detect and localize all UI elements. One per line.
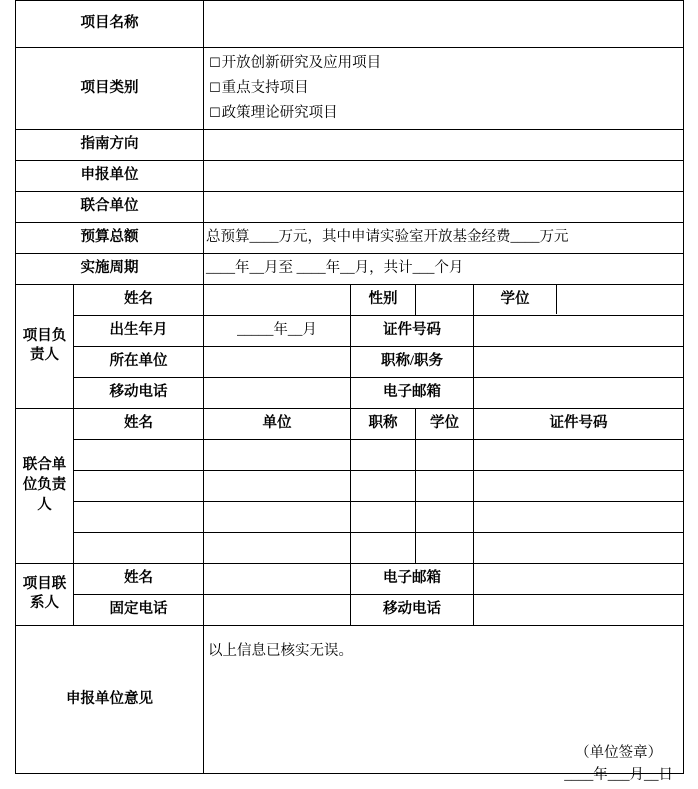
field-period[interactable]: ____年__月至 ____年__月，共计___个月	[204, 253, 684, 284]
row-leader-mobile	[16, 377, 684, 408]
field-applicant-unit[interactable]	[204, 160, 684, 191]
cell-joint-title[interactable]	[351, 439, 416, 470]
field-applicant-opinion[interactable]	[204, 625, 684, 784]
opinion-inner	[208, 642, 679, 789]
row-leader-birth	[16, 315, 684, 346]
table-row	[16, 532, 684, 563]
field-contact-email[interactable]	[474, 563, 684, 594]
row-contact-tel	[16, 594, 684, 625]
label-contact-mobile: 移动电话	[351, 594, 474, 625]
field-leader-mobile[interactable]	[204, 377, 351, 408]
header-joint-id-number: 证件号码	[474, 408, 684, 439]
field-contact-name[interactable]	[204, 563, 351, 594]
label-leader-degree: 学位	[474, 285, 557, 314]
table-row	[16, 470, 684, 501]
label-contact-email: 电子邮箱	[351, 563, 474, 594]
checkbox-icon[interactable]: ☐	[209, 80, 221, 96]
signature-date[interactable]: ____年___月__日	[564, 767, 674, 784]
cell-joint-unit[interactable]	[204, 501, 351, 532]
label-section-contact: 项目联系人	[16, 563, 74, 625]
category-option-3-label: 政策理论研究项目	[221, 104, 338, 121]
category-option-3[interactable]	[209, 101, 679, 126]
table-row	[16, 501, 684, 532]
label-section-applicant-opinion: 申报单位意见	[16, 625, 204, 773]
cell-joint-id-number[interactable]	[474, 439, 684, 470]
row-project-category	[16, 48, 684, 130]
cell-joint-title[interactable]	[351, 470, 416, 501]
field-leader-gender[interactable]	[416, 284, 474, 315]
project-application-form	[15, 0, 684, 784]
cell-joint-title[interactable]	[351, 501, 416, 532]
field-leader-id-number[interactable]	[474, 315, 684, 346]
label-contact-name: 姓名	[74, 563, 204, 594]
category-option-1[interactable]	[209, 51, 679, 76]
field-leader-email[interactable]	[474, 377, 684, 408]
header-joint-degree: 学位	[416, 408, 474, 439]
category-option-2[interactable]	[209, 76, 679, 101]
label-contact-tel: 固定电话	[74, 594, 204, 625]
row-leader-unit	[16, 346, 684, 377]
label-leader-id-number: 证件号码	[351, 315, 474, 346]
cell-joint-degree[interactable]	[416, 439, 474, 470]
field-joint-unit[interactable]	[204, 191, 684, 222]
cell-joint-name[interactable]	[74, 501, 204, 532]
label-section-project-leader: 项目负责人	[16, 284, 74, 408]
opinion-text: 以上信息已核实无误。	[208, 642, 354, 659]
label-leader-email: 电子邮箱	[351, 377, 474, 408]
cell-joint-id-number[interactable]	[474, 470, 684, 501]
cell-joint-name[interactable]	[74, 532, 204, 563]
label-leader-birth: 出生年月	[74, 315, 204, 346]
cell-joint-unit[interactable]	[204, 532, 351, 563]
application-form-sheet	[15, 0, 683, 784]
row-joint-unit	[16, 191, 684, 222]
field-budget-total[interactable]: 总预算____万元，其中申请实验室开放基金经费____万元	[204, 222, 684, 253]
label-project-name: 项目名称	[16, 1, 204, 48]
signature-block	[564, 743, 673, 787]
label-leader-name: 姓名	[74, 284, 204, 315]
cell-joint-unit[interactable]	[204, 470, 351, 501]
row-applicant-opinion	[16, 625, 684, 773]
label-period: 实施周期	[16, 253, 204, 284]
header-joint-title: 职称	[351, 408, 416, 439]
row-contact-name	[16, 563, 684, 594]
row-applicant-unit	[16, 160, 684, 191]
category-option-1-label: 开放创新研究及应用项目	[221, 55, 382, 71]
cell-joint-unit[interactable]	[204, 439, 351, 470]
cell-joint-id-number[interactable]	[474, 532, 684, 563]
seal-placeholder: （单位签章）	[575, 745, 663, 762]
cell-joint-title[interactable]	[351, 532, 416, 563]
cell-joint-name[interactable]	[74, 439, 204, 470]
cell-joint-name[interactable]	[74, 470, 204, 501]
label-applicant-unit: 申报单位	[16, 160, 204, 191]
cell-joint-degree[interactable]	[416, 501, 474, 532]
checkbox-icon[interactable]: ☐	[209, 56, 221, 71]
label-leader-mobile: 移动电话	[74, 377, 204, 408]
label-project-category: 项目类别	[16, 48, 204, 130]
label-joint-unit: 联合单位	[16, 191, 204, 222]
table-row	[16, 439, 684, 470]
field-guide-direction[interactable]	[204, 129, 684, 160]
label-leader-unit: 所在单位	[74, 346, 204, 377]
cell-joint-id-number[interactable]	[474, 501, 684, 532]
field-leader-degree[interactable]	[557, 285, 684, 314]
field-leader-birth[interactable]: _____年__月	[204, 315, 351, 346]
label-budget-total: 预算总额	[16, 222, 204, 253]
field-project-category-options	[204, 48, 684, 130]
checkbox-icon[interactable]: ☐	[209, 105, 221, 121]
field-leader-unit[interactable]	[204, 346, 351, 377]
category-option-2-label: 重点支持项目	[221, 79, 309, 96]
field-leader-name[interactable]	[204, 284, 351, 315]
cell-joint-degree[interactable]	[416, 532, 474, 563]
field-contact-mobile[interactable]	[474, 594, 684, 625]
label-leader-title: 职称/职务	[351, 346, 474, 377]
cell-leader-degree-group	[474, 284, 684, 315]
field-contact-tel[interactable]	[204, 594, 351, 625]
header-joint-name: 姓名	[74, 408, 204, 439]
cell-joint-degree[interactable]	[416, 470, 474, 501]
row-project-name	[16, 1, 684, 48]
row-guide-direction	[16, 129, 684, 160]
field-leader-title[interactable]	[474, 346, 684, 377]
label-leader-gender: 性别	[351, 284, 416, 315]
row-joint-leaders-header	[16, 408, 684, 439]
row-leader-name	[16, 284, 684, 315]
header-joint-unit: 单位	[204, 408, 351, 439]
row-budget-total	[16, 222, 684, 253]
row-period	[16, 253, 684, 284]
label-guide-direction: 指南方向	[16, 129, 204, 160]
field-project-name[interactable]	[204, 1, 684, 48]
label-section-joint-leaders: 联合单位负责人	[16, 408, 74, 563]
